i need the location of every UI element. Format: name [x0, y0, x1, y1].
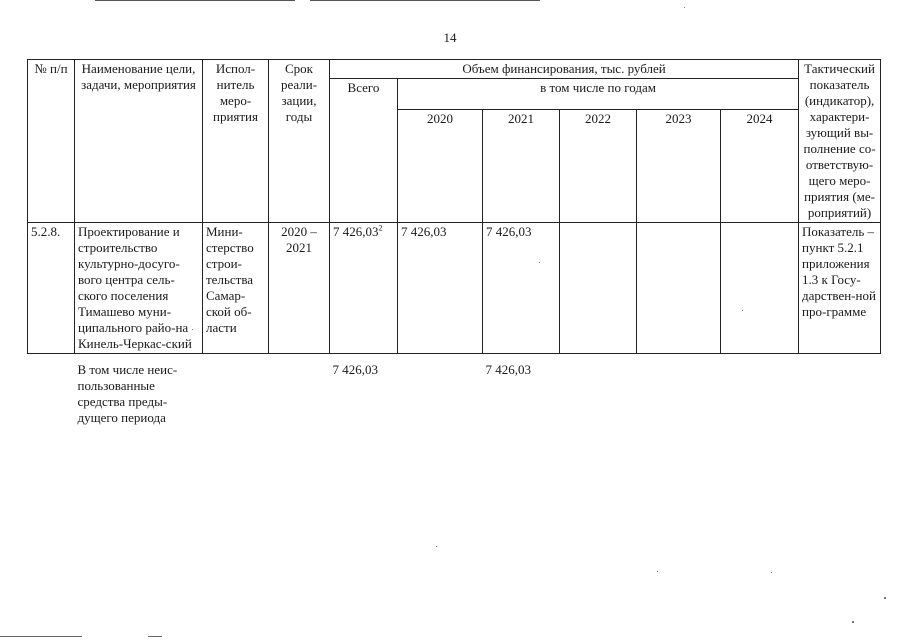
row-num	[28, 354, 75, 428]
row-2021: 7 426,03	[485, 362, 531, 377]
header-year-2021: 2021	[483, 110, 560, 223]
row-name: В том числе неис-пользованные средства преды-дущего периода	[77, 362, 178, 425]
row-2020	[398, 354, 483, 428]
header-year-2024: 2024	[721, 110, 799, 223]
row-indicator	[799, 354, 881, 428]
row-name: Проектирование и строительство культурно-досуго-вого центра сель-ского поселения Тимашево муни-ципального райо-на Кинель-Черкас-ский	[75, 223, 203, 354]
header-indicator: Тактический показатель (индикатор), характери-зующий вы-полнение со-ответствую-щего меро-приятия (ме-роприятий)	[799, 60, 881, 223]
page-number: 14	[443, 30, 457, 45]
row-num: 5.2.8.	[28, 223, 75, 354]
row-2020: 7 426,03	[398, 223, 483, 354]
funding-table	[27, 59, 881, 427]
scan-edge-line	[310, 0, 540, 1]
scan-edge-line	[0, 636, 82, 637]
header-year-2020: 2020	[398, 110, 483, 223]
scan-edge-line	[95, 0, 295, 1]
row-indicator: Показатель – пункт 5.2.1 приложения 1.3 к Госу-дарствен-ной про-грамме	[799, 223, 881, 354]
row-total	[330, 223, 398, 354]
header-funding: Объем финансирования, тыс. рублей	[330, 60, 799, 79]
row-term	[269, 354, 330, 428]
header-executor: Испол-нитель меро-приятия	[203, 60, 269, 223]
header-row-1	[28, 60, 881, 79]
table-row	[28, 354, 881, 428]
row-2024	[721, 354, 799, 428]
table-row	[28, 223, 881, 354]
row-2021: 7 426,03	[483, 223, 560, 354]
row-executor	[203, 354, 269, 428]
row-2023	[637, 354, 721, 428]
footnote-marker: 2	[378, 223, 383, 233]
row-total-value: 7 426,03	[333, 224, 379, 239]
row-2022	[560, 223, 637, 354]
row-2024	[721, 223, 799, 354]
header-num: № п/п	[28, 60, 75, 223]
header-total: Всего	[330, 79, 398, 223]
header-year-2022: 2022	[560, 110, 637, 223]
header-year-2023: 2023	[637, 110, 721, 223]
header-by-years: в том числе по годам	[398, 79, 799, 110]
header-term: Срок реали-зации, годы	[269, 60, 330, 223]
row-executor: Мини-стерство строи-тельства Самар-ской об-ласти	[203, 223, 269, 354]
row-2022	[560, 354, 637, 428]
row-2023	[637, 223, 721, 354]
row-term: 2020 – 2021	[269, 223, 330, 354]
scan-edge-line	[148, 636, 162, 637]
header-name: Наименование цели, задачи, мероприятия	[75, 60, 203, 223]
row-total: 7 426,03	[332, 362, 378, 377]
